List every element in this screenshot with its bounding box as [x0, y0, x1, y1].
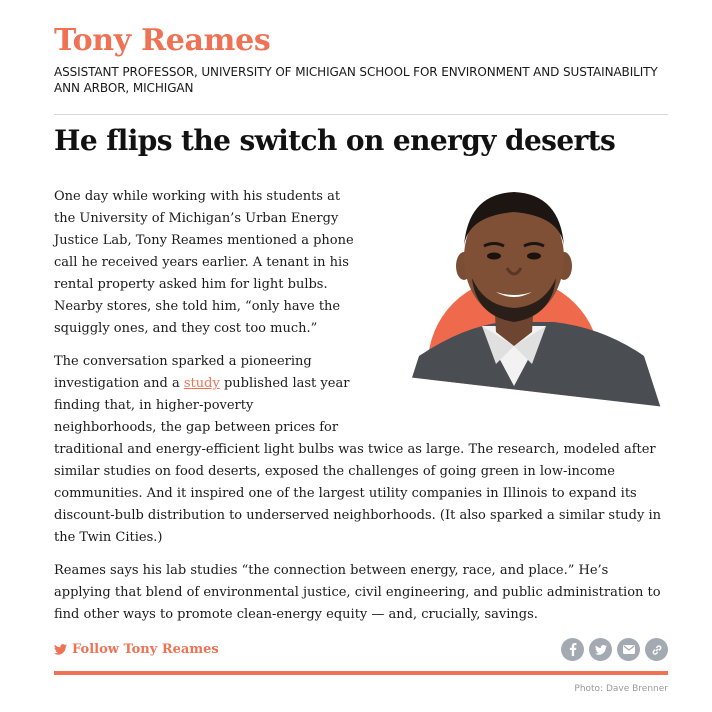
social-bar — [54, 634, 668, 668]
link-icon — [651, 644, 663, 656]
article-headline: He flips the switch on energy deserts — [54, 124, 616, 157]
profile-page — [54, 0, 668, 657]
follow-label: Follow Tony Reames — [72, 642, 219, 657]
share-email-button[interactable] — [617, 638, 640, 661]
header-divider — [54, 114, 668, 115]
facebook-icon — [569, 643, 577, 656]
twitter-icon — [595, 645, 607, 655]
share-buttons — [556, 638, 668, 661]
email-icon — [623, 645, 635, 654]
article-paragraph-2-rest: published last year finding that, in higher-poverty neighborhoods, the gap between prices for traditional and energy-efficient light bulbs was twice as large. The research, modeled after similar studies on food deserts, exposed the challenges of going green in low-income communities. And it inspired one of the largest utility companies in Illinois to expand its discount-bulb distribution to underserved neighborhoods. (It also sparked a similar study in the Twin Cities.) — [54, 376, 662, 545]
article-paragraph-3: Reames says his lab studies “the connection between energy, race, and place.” He’s applying that blend of environmental justice, civil engineering, and public administration to find other ways to promote clean-energy equity — and, crucially, savings. — [54, 563, 661, 622]
footer-divider — [54, 671, 668, 675]
twitter-icon — [54, 644, 67, 655]
portrait-photo — [364, 186, 674, 418]
follow-twitter-link[interactable] — [54, 642, 219, 657]
article-paragraph-2-lead: The conversation sparked a pioneering investigation and a — [54, 354, 312, 391]
article-paragraph-1: One day while working with his students at the University of Michigan’s Urban Energy Justice Lab, Tony Reames mentioned a phone call he received years earlier. A tenant in his rental property asked him for light bulbs. Nearby stores, she told him, “only have the squiggly ones, and they cost too much.” — [54, 189, 354, 336]
share-facebook-button[interactable] — [561, 638, 584, 661]
profile-name: Tony Reames — [54, 23, 271, 58]
share-link-button[interactable] — [645, 638, 668, 661]
photo-credit: Photo: Dave Brenner — [574, 684, 668, 694]
study-link[interactable]: study — [183, 376, 220, 391]
article-body — [54, 186, 668, 626]
profile-title: ASSISTANT PROFESSOR, UNIVERSITY OF MICHIGAN SCHOOL FOR ENVIRONMENT AND SUSTAINABILITY — [54, 65, 658, 79]
profile-location: ANN ARBOR, MICHIGAN — [54, 81, 194, 95]
share-twitter-button[interactable] — [589, 638, 612, 661]
